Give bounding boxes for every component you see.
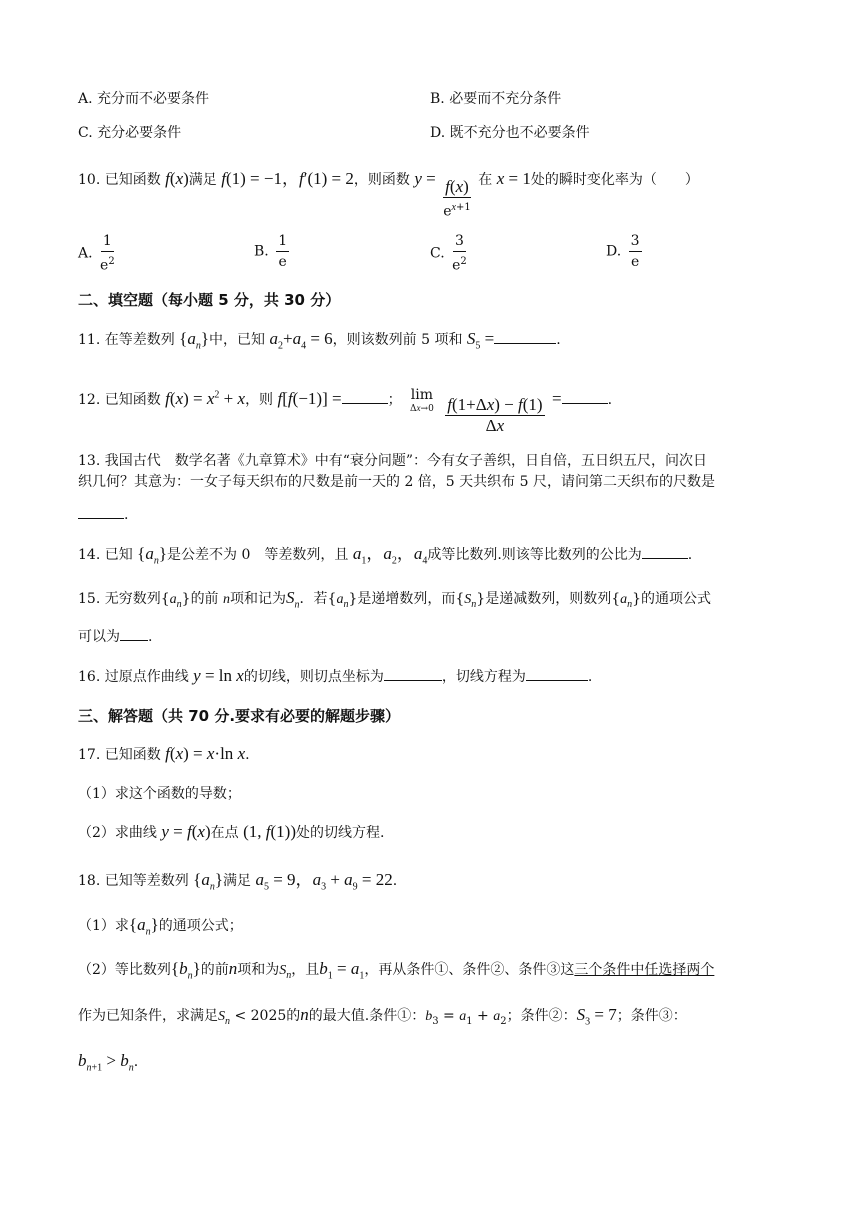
question-12: 12. 已知函数 $f(x) = x^2 + x$，则 f[f(−1)] = ； lim Δx→0 $\frac{f(1+\Delta x) - f(1)}{\Delta x}$ = . (78, 387, 613, 435)
option-c: C. 充分必要条件 (78, 125, 182, 141)
option-d: D. 既不充分也不必要条件 (430, 125, 590, 141)
question-14: 14. 已知 $\{a_n\}$是公差不为 0 等差数列，且 $a_1$，$a_2$，$a_4$成等比数列.则该等比数列的公比为 . (78, 544, 693, 567)
question-16: 16. 过原点作曲线 y = ln x的切线，则切点坐标为 ，切线方程为 . (78, 666, 593, 685)
q10-option-a: A. $\frac{1}{e^2}$ (78, 233, 115, 274)
question-10: 10. 已知函数 f(x)满足 f(1) = −1，f′(1) = 2，则函数 y = $\frac{f(x)}{e^{x+1}}$ 在 x = 1处的瞬时变化率为（ ） (78, 169, 699, 220)
option-b: B. 必要而不充分条件 (430, 91, 562, 107)
question-15-line-2: 可以为 . (78, 629, 153, 645)
section-heading-solutions: 三、解答题（共 70 分.要求有必要的解题步骤） (78, 707, 401, 725)
question-11: 11. 在等差数列 $\{a_n\}$中，已知 $a_2+a_4 = 6$，则该数列前 5 项和 $S_5$ = . (78, 329, 561, 352)
question-13-line-2: 织几何？其意为：一女子每天织布的尺数是前一天的 2 倍，5 天共织布 5 尺，请问第二天织布的尺数是 (78, 474, 715, 490)
question-18-part-2-line-2: 作为已知条件，求满足$S_n < 2025$的n的最大值.条件①：$b_3 = a_1 + a_2$；条件②：$S_3 = 7$；条件③： (78, 1005, 687, 1028)
option-a: A. 充分而不必要条件 (78, 91, 210, 107)
q10-option-c: C. $\frac{3}{e^2}$ (430, 233, 467, 274)
q10-option-b: B. $\frac{1}{e}$ (254, 233, 288, 270)
question-18-part-1: （1）求$\{a_n\}$的通项公式； (78, 915, 243, 938)
question-18-part-2-line-3: $b_{n+1} > b_n$. (78, 1051, 139, 1074)
q10-option-d: D. $\frac{3}{e}$ (606, 233, 640, 270)
question-13-line-1: 13. 我国古代 数学名著《九章算术》中有“衰分问题”：今有女子善织，日自倍，五日织五尺，问次日 (78, 453, 708, 469)
question-18-part-2: （2）等比数列$\{b_n\}$的前n项和为$S_n$，且$b_1 = a_1$，再从条件①、条件②、条件③这三个条件中任选择两个 (78, 959, 715, 982)
question-17-part-1: （1）求这个函数的导数； (78, 786, 241, 802)
question-17-part-2: （2）求曲线 y = f(x)在点 (1, f(1))处的切线方程. (78, 822, 385, 841)
question-15-line-1: 15. 无穷数列$\{a_n\}$的前 n项和记为$S_n$．若$\{a_n\}$是递增数列，而$\{S_n\}$是递减数列，则数列$\{a_n\}$的通项公式 (78, 588, 712, 611)
section-heading-fill-in: 二、填空题（每小题 5 分，共 30 分） (78, 291, 341, 309)
question-18: 18. 已知等差数列 $\{a_n\}$满足 $a_5 = 9$，$a_3 + a_9 = 22$. (78, 870, 398, 893)
question-13-line-3: . (78, 506, 128, 524)
question-17: 17. 已知函数 f(x) = x·ln x. (78, 744, 250, 763)
